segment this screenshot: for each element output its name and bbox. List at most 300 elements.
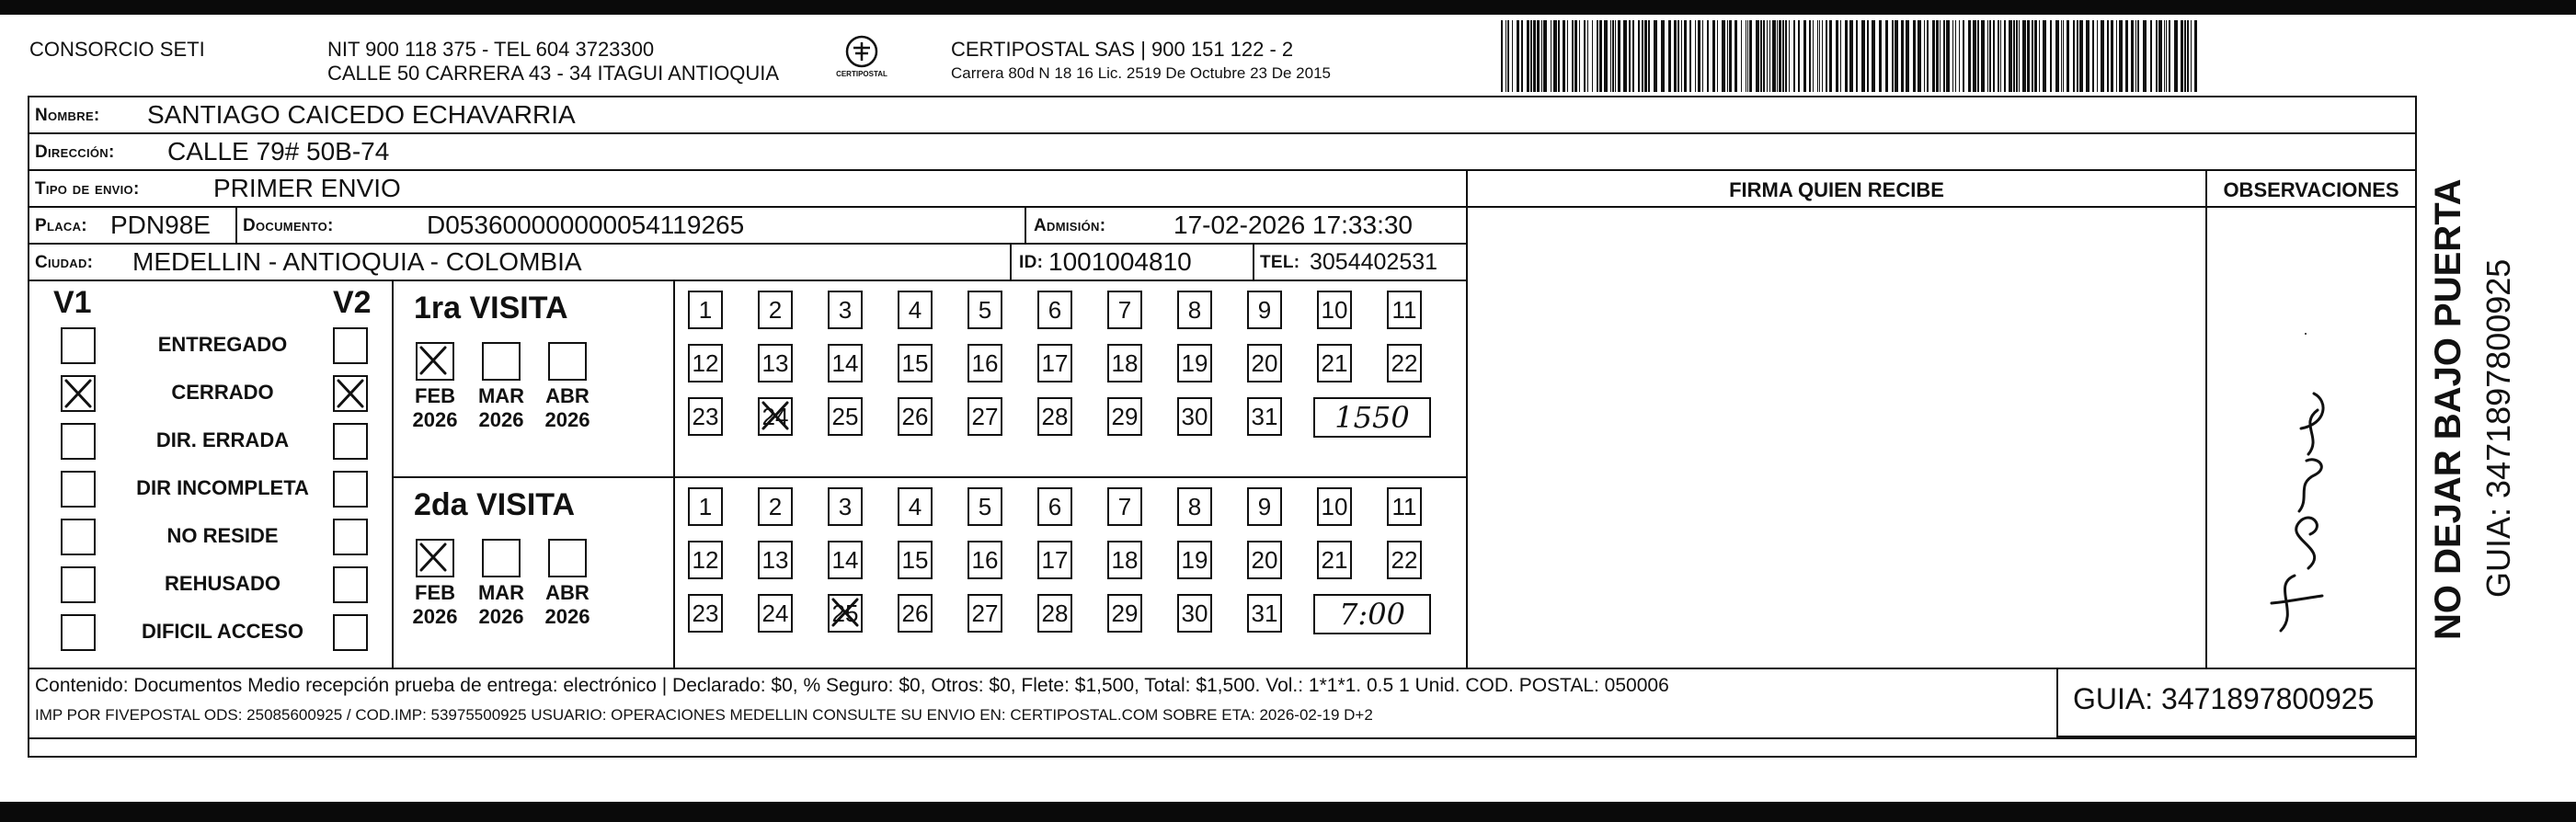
barcode-bar: [1681, 20, 1682, 92]
document-number: D053600000000054119265: [427, 211, 745, 239]
company-name: CONSORCIO SETI: [29, 38, 205, 61]
visit2-day-13[interactable]: 13: [758, 541, 793, 579]
barcode-bar: [2034, 20, 2037, 92]
address-row: [29, 134, 2415, 171]
visit2-day-12[interactable]: 12: [688, 541, 723, 579]
barcode-bar: [1963, 20, 1964, 92]
month-year: 2026: [412, 408, 458, 431]
visit1-month-label: [540, 384, 595, 432]
barcode-bar: [1977, 20, 1979, 92]
barcode-bar: [2119, 20, 2123, 92]
visit1-month-checkbox-abr[interactable]: [548, 342, 587, 381]
visit1-title: 1ra VISITA: [414, 291, 568, 325]
visit1-day-13[interactable]: 13: [758, 344, 793, 382]
visit2-day-18[interactable]: 18: [1107, 541, 1142, 579]
visit1-day-27[interactable]: 27: [967, 397, 1002, 436]
barcode-bar: [1501, 20, 1503, 92]
barcode-bar: [1901, 20, 1904, 92]
city-row: [29, 245, 1468, 281]
address-line: CALLE 50 CARRERA 43 - 34 ITAGUI ANTIOQUIA: [327, 62, 780, 85]
barcode-bar: [1689, 20, 1691, 92]
status-label: DIR. ERRADA: [155, 428, 290, 451]
barcode-bar: [1717, 20, 1718, 92]
visit1-day-25[interactable]: 25: [828, 397, 863, 436]
barcode-bar: [1604, 20, 1608, 92]
barcode-bar: [1537, 20, 1540, 92]
barcode-bar: [1940, 20, 1941, 92]
barcode-bar: [2067, 20, 2069, 92]
side-guia-number: GUIA: 3471897800925: [2479, 258, 2517, 598]
barcode-bar: [1707, 20, 1709, 92]
barcode-bar: [1798, 20, 1800, 92]
barcode-bar: [1845, 20, 1848, 92]
visit2-day-25[interactable]: 25: [828, 594, 863, 633]
barcode-bar: [2027, 20, 2030, 92]
visit2-day-6[interactable]: 6: [1037, 487, 1072, 526]
barcode-bar: [1895, 20, 1898, 92]
visit1-day-11[interactable]: 11: [1387, 291, 1422, 329]
barcode-bar: [1610, 20, 1611, 92]
barcode-bar: [1959, 20, 1960, 92]
barcode-bar: [1702, 20, 1703, 92]
status-label: DIR INCOMPLETA: [136, 476, 309, 499]
visit1-day-28[interactable]: 28: [1037, 397, 1072, 436]
plate: PDN98E: [110, 211, 211, 239]
barcode-bar: [1924, 20, 1925, 92]
visit2-day-17[interactable]: 17: [1037, 541, 1072, 579]
barcode-bar: [1826, 20, 1827, 92]
visit1-month-checkbox-mar[interactable]: [482, 342, 521, 381]
month-name: ABR: [545, 581, 590, 604]
barcode-bar: [1756, 20, 1759, 92]
barcode-bar: [1927, 20, 1929, 92]
barcode-bar: [1809, 20, 1811, 92]
barcode-bar: [1955, 20, 1956, 92]
visit1-day-3[interactable]: 3: [828, 291, 863, 329]
recipient-name: SANTIAGO CAICEDO ECHAVARRIA: [147, 100, 576, 129]
visit1-month-checkbox-feb[interactable]: [416, 342, 454, 381]
barcode-bar: [2016, 20, 2018, 92]
ship-type-row: [29, 171, 1468, 208]
recipient-address: CALLE 79# 50B-74: [167, 137, 390, 166]
visit1-day-9[interactable]: 9: [1247, 291, 1282, 329]
visit1-day-6[interactable]: 6: [1037, 291, 1072, 329]
visit1-day-29[interactable]: 29: [1107, 397, 1142, 436]
tel-number: 3054402531: [1310, 249, 1438, 275]
barcode-bar: [1558, 20, 1560, 92]
month-name: MAR: [477, 384, 525, 407]
v2-checkbox-dir-incompleta[interactable]: [333, 471, 368, 508]
barcode-bar: [2164, 20, 2165, 92]
barcode-bar: [1741, 20, 1742, 92]
barcode-bar: [1512, 20, 1513, 92]
barcode-bar: [1856, 20, 1858, 92]
document-label: Documento:: [243, 216, 334, 235]
visit2-day-21[interactable]: 21: [1317, 541, 1352, 579]
barcode-bar: [1543, 20, 1547, 92]
visit2-day-5[interactable]: 5: [967, 487, 1002, 526]
barcode-bar: [1836, 20, 1838, 92]
barcode-bar: [1654, 20, 1657, 92]
status-label: DIFICIL ACCESO: [141, 620, 303, 643]
barcode-bar: [1684, 20, 1687, 92]
barcode-bar: [1872, 20, 1875, 92]
barcode-bar: [1579, 20, 1580, 92]
barcode-bar: [1793, 20, 1795, 92]
visit2-day-7[interactable]: 7: [1107, 487, 1142, 526]
barcode-bar: [2009, 20, 2012, 92]
barcode-bar: [2032, 20, 2033, 92]
barcode-bar: [2158, 20, 2162, 92]
visit1-day-26[interactable]: 26: [898, 397, 933, 436]
barcode-bar: [1661, 20, 1665, 92]
logo-wordmark: CERTIPOSTAL: [836, 70, 887, 78]
top-edge-band: [0, 0, 2576, 15]
barcode-bar: [2079, 20, 2083, 92]
barcode-bar: [1779, 20, 1781, 92]
visit2-day-3[interactable]: 3: [828, 487, 863, 526]
barcode-bar: [1867, 20, 1869, 92]
v2-header: V2: [333, 285, 372, 320]
visit1-day-24[interactable]: 24: [758, 397, 793, 436]
barcode-bar: [2039, 20, 2040, 92]
carrier-line: CERTIPOSTAL SAS | 900 151 122 - 2: [951, 38, 1294, 61]
barcode-bar: [2013, 20, 2015, 92]
barcode-bar: [2169, 20, 2170, 92]
barcode-bar: [1629, 20, 1631, 92]
visit1-day-21[interactable]: 21: [1317, 344, 1352, 382]
visit1-day-17[interactable]: 17: [1037, 344, 1072, 382]
barcode-bar: [1906, 20, 1909, 92]
barcode-bar: [1993, 20, 1995, 92]
bottom-edge-band: [0, 802, 2576, 822]
visit2-time-handwritten[interactable]: 7:00: [1313, 594, 1431, 634]
barcode-bar: [1674, 20, 1677, 92]
barcode-bar: [2092, 20, 2094, 92]
divider: [1253, 245, 1254, 281]
barcode-bar: [1861, 20, 1865, 92]
barcode-bar: [2143, 20, 2147, 92]
visit2-month-label: [474, 581, 529, 629]
plate-label: Placa:: [35, 216, 87, 235]
visit2-day-11[interactable]: 11: [1387, 487, 1422, 526]
visit1-time-handwritten[interactable]: 1550: [1313, 397, 1431, 438]
visit2-month-label: [407, 581, 463, 629]
license-line: Carrera 80d N 18 16 Lic. 2519 De Octubre 23 De 2015: [951, 64, 1331, 82]
visit2-day-31[interactable]: 31: [1247, 594, 1282, 633]
barcode-bar: [2019, 20, 2020, 92]
city: MEDELLIN - ANTIOQUIA - COLOMBIA: [132, 247, 582, 276]
barcode-bar: [1623, 20, 1627, 92]
barcode-bar: [1981, 20, 1985, 92]
barcode-bar: [1987, 20, 1988, 92]
month-year: 2026: [412, 605, 458, 628]
footer-bottom-line: [29, 737, 2415, 739]
barcode-bar: [2174, 20, 2178, 92]
imp-line: IMP POR FIVEPOSTAL ODS: 25085600925 / COD.IMP: 53975500925 USUARIO: OPERACIONES MEDELLIN CONSULTE SU ENVIO EN: CERTIPOSTAL.COM SOBRE ETA: 2026-02-19 D+2: [35, 706, 1373, 724]
barcode-bar: [2022, 20, 2026, 92]
visit1-day-4[interactable]: 4: [898, 291, 933, 329]
month-year: 2026: [544, 408, 590, 431]
barcode-bar: [1533, 20, 1536, 92]
barcode-bar: [1763, 20, 1765, 92]
barcode-bar: [1789, 20, 1790, 92]
barcode-bar: [1946, 20, 1950, 92]
visit1-day-19[interactable]: 19: [1177, 344, 1212, 382]
guia-box-divider: [2056, 668, 2058, 737]
visit2-day-30[interactable]: 30: [1177, 594, 1212, 633]
visit2-day-23[interactable]: 23: [688, 594, 723, 633]
visit1-day-30[interactable]: 30: [1177, 397, 1212, 436]
plate-row: [29, 208, 1468, 245]
visit1-day-14[interactable]: 14: [828, 344, 863, 382]
barcode-bar: [1638, 20, 1640, 92]
barcode-bar: [1989, 20, 1991, 92]
handwritten-signature: [2244, 373, 2354, 649]
barcode-bar: [2061, 20, 2062, 92]
observations-column-header: OBSERVACIONES: [2223, 178, 2399, 201]
barcode-bar: [1507, 20, 1509, 92]
visit2-day-14[interactable]: 14: [828, 541, 863, 579]
barcode-bar: [1936, 20, 1939, 92]
barcode-bar: [1879, 20, 1882, 92]
visit2-day-9[interactable]: 9: [1247, 487, 1282, 526]
content-line: Contenido: Documentos Medio recepción prueba de entrega: electrónico | Declarado: $0, % Seguro: $0, Otros: $0, Flete: $1,500, Total: $1,500. Vol.: 1*1*1. 0.5 1 Unid. COD. POSTAL: 050006: [35, 675, 1669, 696]
barcode-bar: [1749, 20, 1752, 92]
visit2-day-28[interactable]: 28: [1037, 594, 1072, 633]
barcode-bar: [1772, 20, 1776, 92]
barcode-bar: [1527, 20, 1529, 92]
ship-type: PRIMER ENVIO: [213, 174, 401, 202]
barcode-bar: [2131, 20, 2134, 92]
barcode-bar: [1648, 20, 1650, 92]
guia-number-box: GUIA: 3471897800925: [2073, 682, 2375, 715]
barcode-bar: [1644, 20, 1647, 92]
barcode-bar: [1612, 20, 1614, 92]
label-frame: [28, 96, 2417, 758]
v1-header: V1: [53, 285, 92, 320]
barcode-bar: [2101, 20, 2104, 92]
visit2-day-26[interactable]: 26: [898, 594, 933, 633]
visit1-day-31[interactable]: 31: [1247, 397, 1282, 436]
barcode-bar: [2097, 20, 2098, 92]
ship-type-label: Tipo de envio:: [35, 179, 140, 199]
month-name: FEB: [415, 384, 455, 407]
visit1-day-16[interactable]: 16: [967, 344, 1002, 382]
barcode-bar: [1563, 20, 1565, 92]
barcode-bar: [1932, 20, 1935, 92]
barcode-bar: [1597, 20, 1598, 92]
barcode-bar: [1521, 20, 1523, 92]
visit1-day-8[interactable]: 8: [1177, 291, 1212, 329]
barcode-bar: [1840, 20, 1841, 92]
barcode-bar: [1785, 20, 1787, 92]
admission-label: Admisión:: [1034, 216, 1106, 235]
barcode-bar: [1782, 20, 1784, 92]
certipostal-logo: [833, 33, 890, 88]
v2-checkbox-dir-errada[interactable]: [333, 423, 368, 460]
barcode-bar: [1592, 20, 1593, 92]
status-visit-divider: [392, 280, 394, 669]
visit1-day-20[interactable]: 20: [1247, 344, 1282, 382]
barcode-bar: [1952, 20, 1953, 92]
barcode-bar: [1813, 20, 1814, 92]
barcode-bar: [2063, 20, 2064, 92]
barcode-bar: [2004, 20, 2006, 92]
visit2-month-label: [540, 581, 595, 629]
barcode-bar: [1698, 20, 1700, 92]
barcode-bar: [1668, 20, 1671, 92]
v2-checkbox-dificil-acceso[interactable]: [333, 614, 368, 651]
divider: [1010, 245, 1012, 281]
signature-column-divider: [1466, 171, 1468, 669]
address-label: Dirección:: [35, 143, 115, 162]
v2-checkbox-cerrado[interactable]: [333, 375, 368, 412]
v2-checkbox-rehusado[interactable]: [333, 566, 368, 603]
visit1-day-15[interactable]: 15: [898, 344, 933, 382]
barcode-bar: [2194, 20, 2197, 92]
barcode-bar: [1777, 20, 1778, 92]
visit1-day-7[interactable]: 7: [1107, 291, 1142, 329]
visit1-day-10[interactable]: 10: [1317, 291, 1352, 329]
barcode-bar: [2111, 20, 2113, 92]
barcode-bar: [2055, 20, 2059, 92]
day-x-mark: [760, 399, 791, 434]
visit2-day-22[interactable]: 22: [1387, 541, 1422, 579]
barcode-bar: [2000, 20, 2001, 92]
visit2-month-checkbox-abr[interactable]: [548, 539, 587, 577]
visit1-day-22[interactable]: 22: [1387, 344, 1422, 382]
name-row: [29, 97, 2415, 134]
barcode-bar: [1968, 20, 1971, 92]
month-name: FEB: [415, 581, 455, 604]
barcode-bar: [1822, 20, 1823, 92]
visit2-day-24[interactable]: 24: [758, 594, 793, 633]
column-header-underline: [1468, 206, 2415, 208]
barcode-bar: [1760, 20, 1762, 92]
barcode-bar: [2156, 20, 2158, 92]
id-label: ID:: [1019, 253, 1044, 272]
visit1-day-12[interactable]: 12: [688, 344, 723, 382]
barcode-bar: [1918, 20, 1921, 92]
barcode-bar: [2191, 20, 2192, 92]
name-label: Nombre:: [35, 106, 100, 125]
visit2-month-checkbox-mar[interactable]: [482, 539, 521, 577]
id-number: 1001004810: [1048, 247, 1192, 276]
visit2-day-15[interactable]: 15: [898, 541, 933, 579]
do-not-leave-under-door-notice: NO DEJAR BAJO PUERTA: [2428, 178, 2468, 640]
barcode-bar: [1973, 20, 1976, 92]
barcode-bar: [1849, 20, 1853, 92]
barcode-bar: [1517, 20, 1519, 92]
barcode-bar: [2086, 20, 2089, 92]
barcode-bar: [2137, 20, 2139, 92]
barcode-bar: [1829, 20, 1832, 92]
visit2-day-20[interactable]: 20: [1247, 541, 1282, 579]
visit2-day-1[interactable]: 1: [688, 487, 723, 526]
visit2-day-16[interactable]: 16: [967, 541, 1002, 579]
month-year: 2026: [544, 605, 590, 628]
visit2-day-10[interactable]: 10: [1317, 487, 1352, 526]
visit2-day-8[interactable]: 8: [1177, 487, 1212, 526]
visit2-day-19[interactable]: 19: [1177, 541, 1212, 579]
barcode-bar: [1599, 20, 1602, 92]
barcode-bar: [1769, 20, 1770, 92]
barcode-bar: [1587, 20, 1588, 92]
visit2-day-27[interactable]: 27: [967, 594, 1002, 633]
visit1-day-5[interactable]: 5: [967, 291, 1002, 329]
month-year: 2026: [478, 408, 524, 431]
status-label: ENTREGADO: [157, 333, 288, 356]
status-label: CERRADO: [171, 381, 274, 404]
observations-column-divider: [2205, 171, 2207, 669]
nit-line: NIT 900 118 375 - TEL 604 3723300: [327, 38, 655, 61]
barcode-bar: [1767, 20, 1768, 92]
barcode-bar: [1695, 20, 1696, 92]
barcode-bar: [1553, 20, 1557, 92]
status-label: REHUSADO: [165, 572, 280, 595]
visit1-day-18[interactable]: 18: [1107, 344, 1142, 382]
barcode-bar: [1819, 20, 1820, 92]
month-name: MAR: [477, 581, 525, 604]
visit2-month-checkbox-feb[interactable]: [416, 539, 454, 577]
barcode-bar: [1913, 20, 1916, 92]
barcode-bar: [1998, 20, 1999, 92]
visit2-day-2[interactable]: 2: [758, 487, 793, 526]
month-year: 2026: [478, 605, 524, 628]
visit1-month-label: [407, 384, 463, 432]
signature-column-header: FIRMA QUIEN RECIBE: [1729, 178, 1944, 201]
barcode-bar: [1567, 20, 1568, 92]
barcode-bar: [1712, 20, 1715, 92]
barcode-bar: [1530, 20, 1532, 92]
barcode-bar: [1572, 20, 1574, 92]
barcode-bar: [2135, 20, 2136, 92]
city-label: Ciudad:: [35, 253, 94, 272]
barcode-bar: [2043, 20, 2046, 92]
barcode-bar: [1574, 20, 1577, 92]
divider: [1025, 208, 1026, 245]
status-label: NO RESIDE: [166, 524, 279, 547]
barcode-bar: [2125, 20, 2128, 92]
barcode-bar: [2150, 20, 2152, 92]
barcode-bar: [1722, 20, 1725, 92]
barcode-bar: [2181, 20, 2183, 92]
visit1-day-1[interactable]: 1: [688, 291, 723, 329]
barcode-bar: [2116, 20, 2117, 92]
v2-checkbox-entregado[interactable]: [333, 327, 368, 364]
barcode-bar: [1727, 20, 1728, 92]
visit1-day-2[interactable]: 2: [758, 291, 793, 329]
v2-checkbox-no-reside[interactable]: [333, 519, 368, 555]
barcode-bar: [2187, 20, 2189, 92]
visit1-month-label: [474, 384, 529, 432]
visit2-title: 2da VISITA: [414, 487, 576, 522]
barcode-bar: [1735, 20, 1737, 92]
visit-grid-divider: [673, 280, 675, 669]
barcode: [1501, 20, 2200, 92]
visit2-day-29[interactable]: 29: [1107, 594, 1142, 633]
barcode-bar: [1729, 20, 1732, 92]
barcode-bar: [2184, 20, 2186, 92]
visit2-day-4[interactable]: 4: [898, 487, 933, 526]
visit1-day-23[interactable]: 23: [688, 397, 723, 436]
barcode-bar: [2107, 20, 2109, 92]
barcode-bar: [1943, 20, 1945, 92]
barcode-bar: [1541, 20, 1542, 92]
barcode-bar: [2050, 20, 2052, 92]
admission-date: 17-02-2026 17:33:30: [1174, 211, 1413, 239]
